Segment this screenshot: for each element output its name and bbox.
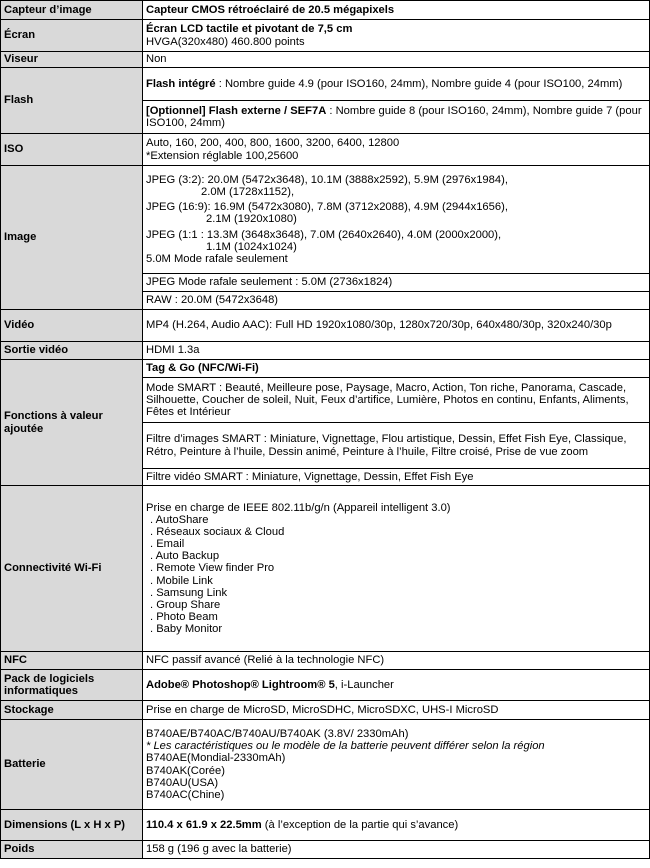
image-jpeg169-b: 2.1M (1920x1080) xyxy=(206,213,297,226)
value-fonctions-smart-mode: Mode SMART : Beauté, Meilleure pose, Paysage, Macro, Action, Ton riche, Panorama, Cascade, Silhouette, Coucher de soleil, Nuit, Feux d’artifice, Lumière, Photos en continu, Enfants, Aliments, Fêtes et Intérieur xyxy=(143,378,650,423)
label-nfc: NFC xyxy=(1,652,143,670)
label-capteur: Capteur d’image xyxy=(1,1,143,20)
value-stockage: Prise en charge de MicroSD, MicroSDHC, MicroSDXC, UHS-I MicroSD xyxy=(143,701,650,720)
row-flash-integre xyxy=(1,68,650,101)
wifi-item: . Baby Monitor xyxy=(150,622,223,635)
value-flash-integre xyxy=(143,68,650,101)
wifi-item: . Auto Backup xyxy=(150,550,220,563)
value-fonctions-smart-video: Filtre vidéo SMART : Miniature, Vignettage, Dessin, Effet Fish Eye xyxy=(143,469,650,486)
row-capteur xyxy=(1,1,650,20)
row-sortie xyxy=(1,342,650,360)
value-dimensions xyxy=(143,810,650,841)
label-sortie: Sortie vidéo xyxy=(1,342,143,360)
value-nfc: NFC passif avancé (Relié à la technologie NFC) xyxy=(143,652,650,670)
wifi-item: . Email xyxy=(150,538,185,551)
batterie-line6: B740AC(Chine) xyxy=(146,788,225,801)
row-dimensions xyxy=(1,810,650,841)
value-image-jpeg-rafale: JPEG Mode rafale seulement : 5.0M (2736x1824) xyxy=(143,274,650,292)
wifi-intro: Prise en charge de IEEE 802.11b/g/n (Appareil intelligent 3.0) xyxy=(146,501,451,514)
value-sortie: HDMI 1.3a xyxy=(143,342,650,360)
label-stockage: Stockage xyxy=(1,701,143,720)
label-iso: ISO xyxy=(1,134,143,166)
iso-line1: Auto, 160, 200, 400, 800, 1600, 3200, 6400, 12800 xyxy=(146,137,400,150)
ecran-line1: Écran LCD tactile et pivotant de 7,5 cm xyxy=(146,23,353,36)
row-wifi xyxy=(1,486,650,652)
batterie-line3: B740AE(Mondial-2330mAh) xyxy=(146,752,286,765)
value-iso xyxy=(143,134,650,166)
image-rafale-only: 5.0M Mode rafale seulement xyxy=(146,252,288,265)
batterie-line5: B740AU(USA) xyxy=(146,776,219,789)
value-video: MP4 (H.264, Audio AAC): Full HD 1920x1080/30p, 1280x720/30p, 640x480/30p, 320x240/30p xyxy=(143,310,650,342)
flash-integre-title: Flash intégré xyxy=(146,77,216,90)
wifi-item: . Photo Beam xyxy=(150,610,218,623)
value-viseur: Non xyxy=(143,52,650,68)
logiciels-rest: , i-Launcher xyxy=(334,678,394,691)
flash-integre-text: : Nombre guide 4.9 (pour ISO160, 24mm), Nombre guide 4 (pour ISO100, 24mm) xyxy=(215,77,623,90)
row-nfc xyxy=(1,652,650,670)
value-logiciels xyxy=(143,670,650,701)
flash-externe-title: [Optionnel] Flash externe / SEF7A xyxy=(146,104,327,117)
label-batterie: Batterie xyxy=(1,720,143,810)
dimensions-rest: (à l’exception de la partie qui s’avance) xyxy=(261,818,459,831)
wifi-item: . Mobile Link xyxy=(150,574,213,587)
batterie-note: * Les caractéristiques ou le modèle de la batterie peuvent différer selon la région xyxy=(146,740,545,753)
row-video xyxy=(1,310,650,342)
row-batterie xyxy=(1,720,650,810)
row-stockage xyxy=(1,701,650,720)
wifi-item: . AutoShare xyxy=(150,514,209,527)
flash-externe-text: : Nombre guide 8 (pour ISO160, 24mm), Nombre guide 7 (pour ISO100, 24mm) xyxy=(146,104,642,129)
wifi-item: . Réseaux sociaux & Cloud xyxy=(150,526,285,539)
value-poids: 158 g (196 g avec la batterie) xyxy=(143,841,650,859)
image-jpeg32-a: JPEG (3:2): 20.0M (5472x3648), 10.1M (3888x2592), 5.9M (2976x1984), xyxy=(146,174,508,187)
value-capteur: Capteur CMOS rétroéclairé de 20.5 mégapixels xyxy=(143,1,650,20)
label-video: Vidéo xyxy=(1,310,143,342)
label-fonctions: Fonctions à valeur ajoutée xyxy=(1,360,143,486)
row-logiciels xyxy=(1,670,650,701)
row-fonctions-tag xyxy=(1,360,650,378)
batterie-line4: B740AK(Corée) xyxy=(146,764,225,777)
wifi-item: . Group Share xyxy=(150,598,221,611)
row-image-jpeg xyxy=(1,166,650,274)
image-jpeg32-b: 2.0M (1728x1152), xyxy=(201,186,295,199)
value-fonctions-tag: Tag & Go (NFC/Wi-Fi) xyxy=(143,360,650,378)
value-image-jpeg xyxy=(143,166,650,274)
label-wifi: Connectivité Wi-Fi xyxy=(1,486,143,652)
value-wifi xyxy=(143,486,650,652)
label-dimensions: Dimensions (L x H x P) xyxy=(1,810,143,841)
image-jpeg11-b: 1.1M (1024x1024) xyxy=(206,240,297,253)
value-fonctions-smart-filtre: Filtre d’images SMART : Miniature, Vignettage, Flou artistique, Dessin, Effet Fish Eye, Classique, Rétro, Peinture à l’huile, Dessin animé, Peinture à l’huile, Filtre croisé, Prise de vue zoom xyxy=(143,423,650,469)
wifi-item: . Samsung Link xyxy=(150,586,228,599)
row-ecran xyxy=(1,20,650,52)
row-iso xyxy=(1,134,650,166)
value-ecran xyxy=(143,20,650,52)
label-image: Image xyxy=(1,166,143,310)
dimensions-bold: 110.4 x 61.9 x 22.5mm xyxy=(146,818,262,831)
row-viseur xyxy=(1,52,650,68)
wifi-item: . Remote View finder Pro xyxy=(150,562,275,575)
iso-line2: *Extension réglable 100,25600 xyxy=(146,149,299,162)
label-poids: Poids xyxy=(1,841,143,859)
label-flash: Flash xyxy=(1,68,143,134)
value-batterie xyxy=(143,720,650,810)
ecran-line2: HVGA(320x480) 460.800 points xyxy=(146,35,305,48)
image-jpeg11-a: JPEG (1:1 : 13.3M (3648x3648), 7.0M (2640x2640), 4.0M (2000x2000), xyxy=(146,228,502,241)
label-logiciels: Pack de logiciels informatiques xyxy=(1,670,143,701)
value-flash-externe xyxy=(143,101,650,134)
label-viseur: Viseur xyxy=(1,52,143,68)
batterie-line1: B740AE/B740AC/B740AU/B740AK (3.8V/ 2330mAh) xyxy=(146,728,409,741)
row-poids xyxy=(1,841,650,859)
label-ecran: Écran xyxy=(1,20,143,52)
image-jpeg169-a: JPEG (16:9): 16.9M (5472x3080), 7.8M (3712x2088), 4.9M (2944x1656), xyxy=(146,201,508,214)
value-image-raw: RAW : 20.0M (5472x3648) xyxy=(143,292,650,310)
logiciels-bold: Adobe® Photoshop® Lightroom® 5 xyxy=(146,678,335,691)
